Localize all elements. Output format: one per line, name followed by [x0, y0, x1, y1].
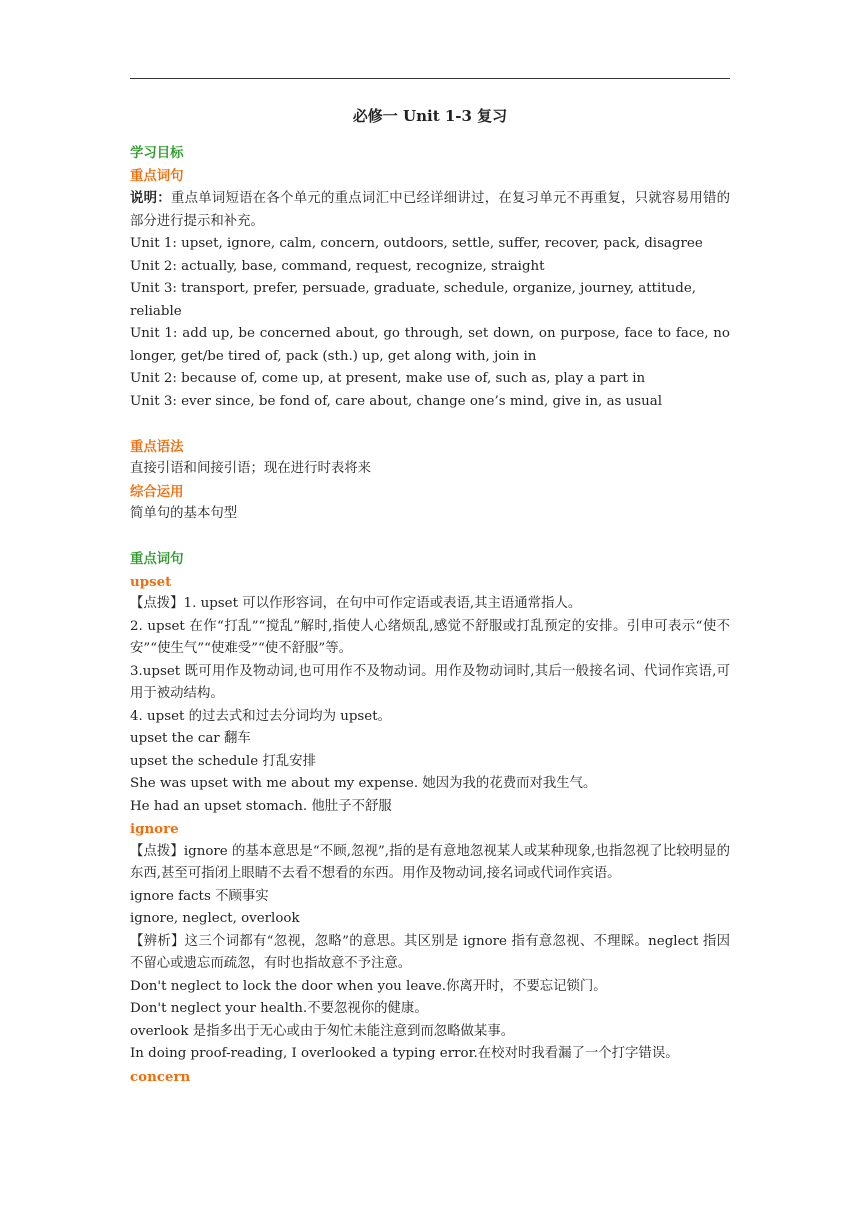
unit1-words: Unit 1: upset, ignore, calm, concern, outdoors, settle, suffer, recover, pack, disagree: [130, 236, 703, 251]
ignore-note-2: 【辨析】这三个词都有“忽视，忽略”的意思。其区别是 ignore 指有意忽视、不理睬。neglect 指因不留心或遗忘而疏忽，有时也指故意不予注意。: [130, 933, 730, 971]
upset-example-4: He had an upset stomach. 他肚子不舒服: [130, 798, 392, 814]
upset-note-1: 【点拨】1. upset 可以作形容词，在句中可作定语或表语,其主语通常指人。: [130, 596, 582, 611]
unit2-phrases: Unit 2: because of, come up, at present, make use of, such as, play a part in: [130, 371, 646, 386]
header-rule: [130, 78, 730, 79]
ignore-example-3: Don't neglect to lock the door when you leave.你离开时，不要忘记锁门。: [130, 978, 607, 994]
heading-use: 综合运用: [130, 483, 184, 500]
unit3-words: Unit 3: transport, prefer, persuade, graduate, schedule, organize, journey, attitude, reliable: [130, 281, 696, 319]
note-text: 重点单词短语在各个单元的重点词汇中已经详细讲过，在复习单元不再重复，只就容易用错的部分进行提示和补充。: [130, 191, 731, 229]
ignore-example-4: Don't neglect your health.不要忽视你的健康。: [130, 1001, 428, 1016]
upset-note-2: 2. upset 在作“打乱”“搅乱”解时,指使人心绪烦乱,感觉不舒服或打乱预定的安排。引申可表示“使不安”“使生气”“使难受”“使不舒服”等。: [130, 618, 730, 656]
heading-grammar: 重点语法: [130, 438, 184, 455]
upset-example-2: upset the schedule 打乱安排: [130, 753, 316, 769]
ignore-note-1: 【点拨】ignore 的基本意思是“不顾,忽视”,指的是有意地忽视某人或某种现象,也指忽视了比较明显的东西,甚至可指闭上眼睛不去看不想看的东西。用作及物动词,接名词或代词作宾语。: [130, 843, 730, 881]
note-paragraph: [130, 187, 730, 233]
page-title: 必修一 Unit 1-3 复习: [352, 107, 508, 125]
word-concern: concern: [130, 1068, 191, 1085]
grammar-text: 直接引语和间接引语；现在进行时表将来: [130, 461, 372, 476]
unit3-phrases: Unit 3: ever since, be fond of, care about, change one’s mind, give in, as usual: [130, 393, 663, 409]
upset-note-3: 3.upset 既可用作及物动词,也可用作不及物动词。用作及物动词时,其后一般接名词、代词作宾语,可用于被动结构。: [130, 663, 730, 701]
heading-key-words-2: 重点词句: [130, 551, 184, 567]
use-text: 简单句的基本句型: [130, 506, 238, 521]
upset-note-4: 4. upset 的过去式和过去分词均为 upset。: [130, 708, 391, 724]
heading-goals: 学习目标: [130, 145, 184, 161]
ignore-note-3: overlook 是指多出于无心或由于匆忙未能注意到而忽略做某事。: [130, 1023, 515, 1039]
upset-example-3: She was upset with me about my expense. 她因为我的花费而对我生气。: [130, 776, 597, 791]
ignore-example-2: ignore, neglect, overlook: [130, 911, 300, 926]
word-ignore: ignore: [130, 821, 179, 837]
ignore-example-1: ignore facts 不顾事实: [130, 888, 269, 904]
ignore-example-5: In doing proof-reading, I overlooked a typing error.在校对时我看漏了一个打字错误。: [130, 1046, 679, 1061]
unit2-words: Unit 2: actually, base, command, request, recognize, straight: [130, 258, 545, 274]
word-upset: upset: [130, 573, 172, 590]
upset-example-1: upset the car 翻车: [130, 731, 251, 746]
document-body: [130, 104, 730, 1088]
note-label: 说明：: [130, 190, 171, 206]
heading-key-words: 重点词句: [130, 167, 184, 184]
unit1-phrases: Unit 1: add up, be concerned about, go through, set down, on purpose, face to face, no longer, get/be tired of, pack (sth.) up, get along with, join in: [130, 326, 730, 364]
